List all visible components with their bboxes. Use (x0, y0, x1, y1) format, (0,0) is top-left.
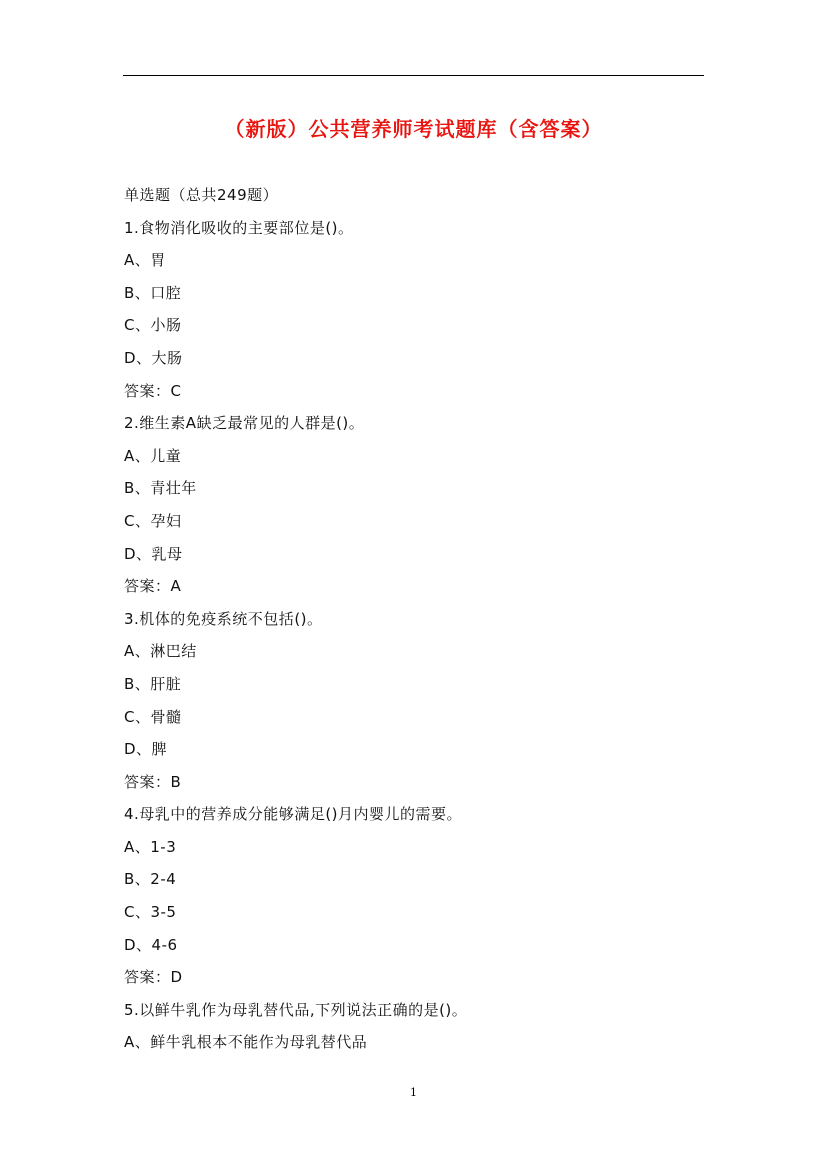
answer-option: A、鲜牛乳根本不能作为母乳替代品 (124, 1033, 368, 1052)
question-stem: 5.以鲜牛乳作为母乳替代品,下列说法正确的是()。 (124, 1000, 468, 1019)
answer-option: C、孕妇 (124, 511, 182, 530)
document-title: （新版）公共营养师考试题库（含答案） (224, 117, 603, 141)
answer-option: A、1-3 (124, 837, 177, 856)
answer-option: D、4-6 (124, 935, 178, 954)
header-rule (123, 75, 704, 76)
question-stem: 3.机体的免疫系统不包括()。 (124, 609, 323, 628)
answer-option: B、青壮年 (124, 479, 197, 498)
answer-option: B、2-4 (124, 870, 177, 889)
answer-key: 答案：B (124, 772, 182, 791)
document-body (124, 184, 704, 1064)
section-heading: 单选题（总共249题） (124, 186, 279, 204)
answer-key: 答案：D (124, 968, 183, 987)
answer-option: D、乳母 (124, 544, 183, 563)
answer-option: B、口腔 (124, 283, 182, 302)
answer-option: C、小肠 (124, 316, 182, 335)
question-stem: 4.母乳中的营养成分能够满足()月内婴儿的需要。 (124, 805, 463, 824)
question-stem: 2.维生素A缺乏最常见的人群是()。 (124, 414, 365, 433)
answer-key: 答案：C (124, 381, 182, 400)
answer-option: A、胃 (124, 251, 166, 270)
answer-option: C、骨髓 (124, 707, 182, 726)
answer-option: A、淋巴结 (124, 642, 197, 661)
answer-option: D、大肠 (124, 348, 183, 367)
question-stem: 1.食物消化吸收的主要部位是()。 (124, 218, 354, 237)
answer-option: D、脾 (124, 740, 168, 759)
answer-option: B、肝脏 (124, 674, 182, 693)
answer-key: 答案：A (124, 577, 182, 596)
page-number: 1 (410, 1086, 417, 1099)
answer-option: C、3-5 (124, 903, 177, 922)
answer-option: A、儿童 (124, 446, 182, 465)
